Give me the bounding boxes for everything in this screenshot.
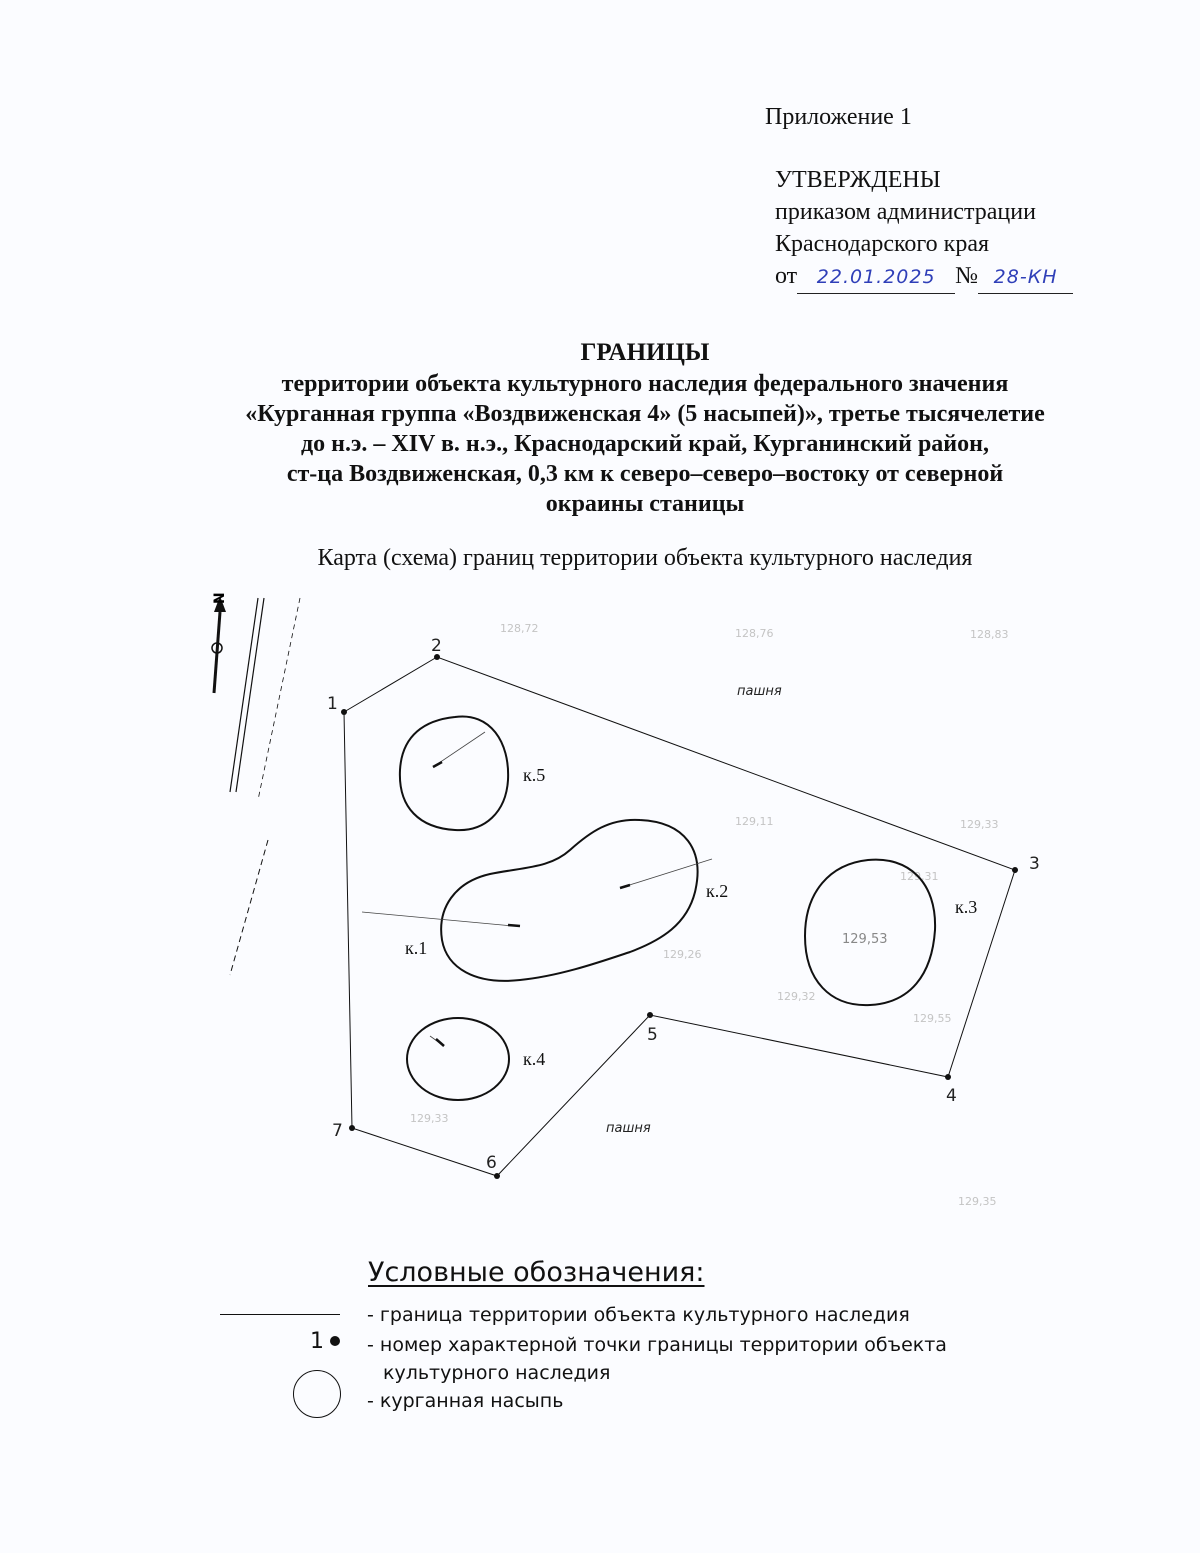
point-label-3: 3 xyxy=(1029,854,1040,874)
boundary-point xyxy=(349,1125,355,1131)
point-label-5: 5 xyxy=(647,1025,658,1045)
road-lines xyxy=(230,598,300,975)
mounds xyxy=(400,716,935,1100)
elevation-mark: 129,31 xyxy=(900,870,939,883)
profile-marks xyxy=(433,762,630,1046)
handwritten-date: 22.01.2025 xyxy=(797,261,955,294)
north-label: N xyxy=(212,592,228,604)
mound-label-k5: к.5 xyxy=(523,765,546,785)
legend-point-text-cont: культурного наследия xyxy=(383,1362,611,1384)
handwritten-number: 28-КН xyxy=(978,261,1073,294)
elevation-marks xyxy=(410,622,1009,1208)
appendix-label: Приложение 1 xyxy=(765,104,912,130)
legend-point-number: 1 xyxy=(310,1329,324,1354)
mound-k5 xyxy=(400,716,508,830)
mound-label-k1: к.1 xyxy=(405,938,428,958)
legend-point-dot xyxy=(330,1336,340,1346)
elevation-mark: 129,33 xyxy=(960,818,999,831)
boundary-point xyxy=(494,1173,500,1179)
legend-mound-text: - курганная насыпь xyxy=(367,1390,564,1412)
field-label: пашня xyxy=(606,1121,651,1136)
mound-label-k3: к.3 xyxy=(955,897,978,917)
legend-point-text: - номер характерной точки границы территории объекта xyxy=(367,1334,947,1356)
point-label-4: 4 xyxy=(946,1086,957,1106)
order-date-number xyxy=(775,260,1073,294)
point-label-1: 1 xyxy=(327,694,338,714)
number-prefix: № xyxy=(955,263,979,289)
field-label: пашня xyxy=(737,684,782,699)
order-line-1: приказом администрации xyxy=(775,199,1036,225)
approved-label: УТВЕРЖДЕНЫ xyxy=(775,167,941,193)
mound-label-k4: к.4 xyxy=(523,1049,546,1069)
legend-mound-circle xyxy=(293,1370,341,1418)
legend-boundary-line xyxy=(220,1314,340,1315)
elevation-mark: 129,32 xyxy=(777,990,816,1003)
point-label-7: 7 xyxy=(332,1121,343,1141)
elevation-mark: 129,11 xyxy=(735,815,774,828)
map-subtitle: Карта (схема) границ территории объекта культурного наследия xyxy=(317,545,973,571)
mound-k1-k2 xyxy=(441,820,697,981)
elevation-mark: 129,55 xyxy=(913,1012,952,1025)
date-prefix: от xyxy=(775,263,798,289)
point-label-2: 2 xyxy=(431,636,442,656)
boundary-point xyxy=(1012,867,1018,873)
title-line-4: ст-ца Воздвиженская, 0,3 км к северо–северо–востоку от северной xyxy=(286,461,1004,487)
elevation-mark: 129,33 xyxy=(410,1112,449,1125)
mound-k4 xyxy=(407,1018,509,1100)
elevation-mark: 128,76 xyxy=(735,627,774,640)
elevation-mark: 128,83 xyxy=(970,628,1009,641)
approval-stamp xyxy=(775,164,1073,294)
order-line-2: Краснодарского края xyxy=(775,231,990,257)
elevation-mark: 129,35 xyxy=(958,1195,997,1208)
title-heading: ГРАНИЦЫ xyxy=(580,339,710,366)
boundary-point xyxy=(647,1012,653,1018)
title-line-2: «Курганная группа «Воздвиженская 4» (5 насыпей)», третье тысячелетие xyxy=(245,401,1045,427)
title-line-5: окраины станицы xyxy=(545,491,745,517)
document-title xyxy=(150,338,1140,519)
boundary-point xyxy=(341,709,347,715)
elevation-mark: 129,53 xyxy=(842,932,888,947)
mound-label-k2: к.2 xyxy=(706,881,729,901)
north-arrow-icon xyxy=(212,592,228,693)
point-label-6: 6 xyxy=(486,1153,497,1173)
title-line-3: до н.э. – XIV в. н.э., Краснодарский край, Курганинский район, xyxy=(301,431,989,457)
elevation-mark: 129,26 xyxy=(663,948,702,961)
elevation-mark: 128,72 xyxy=(500,622,539,635)
title-line-1: территории объекта культурного наследия федерального значения xyxy=(281,371,1009,397)
legend-title: Условные обозначения: xyxy=(368,1257,705,1288)
boundary-point xyxy=(945,1074,951,1080)
boundary-map xyxy=(0,585,1200,1215)
legend-boundary-text: - граница территории объекта культурного наследия xyxy=(367,1304,910,1326)
